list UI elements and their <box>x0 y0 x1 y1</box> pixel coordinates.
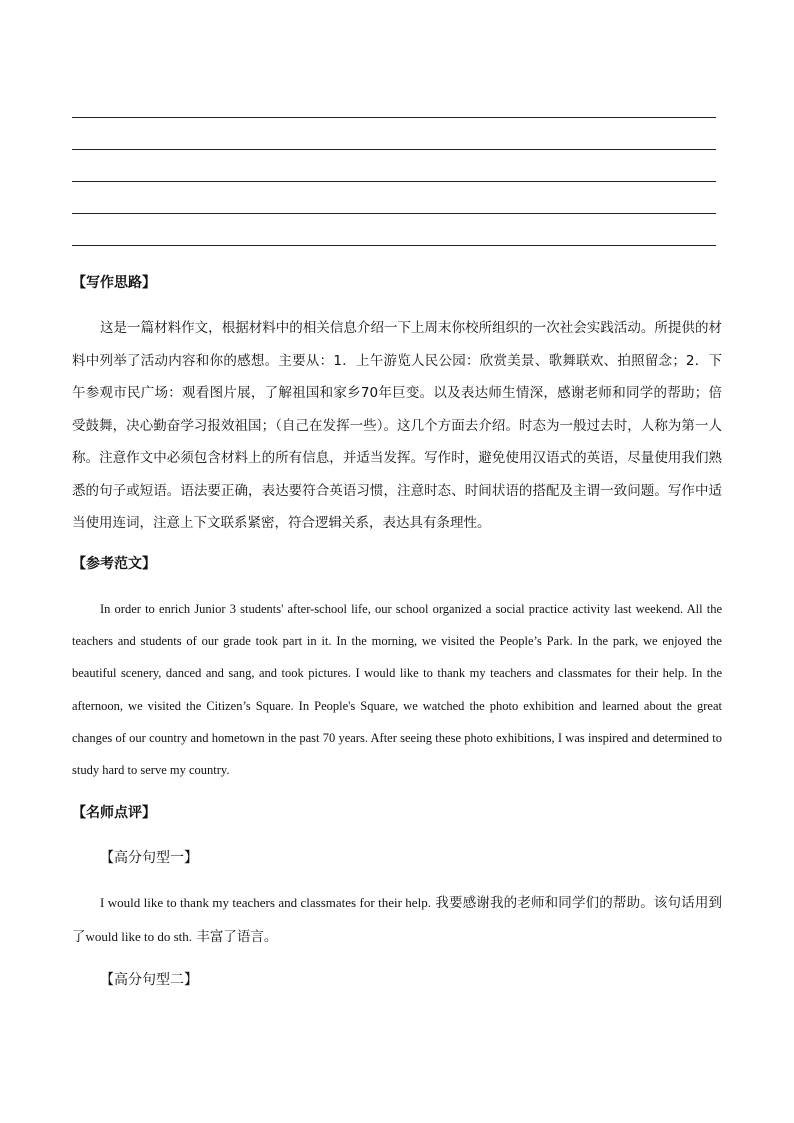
section-heading-sample: 【参考范文】 <box>72 556 156 572</box>
writing-line <box>72 213 716 214</box>
writing-line <box>72 117 716 118</box>
writing-line <box>72 181 716 182</box>
pattern-one-sentence-zh: 我要感谢我的老师和同学们的帮助。该句话用到了 <box>72 895 723 945</box>
section-heading-thinking: 【写作思路】 <box>72 275 156 291</box>
pattern-one-phrase: would like to do sth. <box>85 929 193 944</box>
section-heading-review: 【名师点评】 <box>72 805 156 821</box>
pattern-one-tail: 丰富了语言。 <box>196 929 278 945</box>
pattern-one-sentence-en: I would like to thank my teachers and classmates for their help. <box>100 895 431 910</box>
thinking-paragraph: 这是一篇材料作文，根据材料中的相关信息介绍一下上周末你校所组织的一次社会实践活动。所提供的材料中列举了活动内容和你的感想。主要从：1．上午游览人民公园：欣赏美景、歌舞联欢、拍照留念；2．下午参观市民广场：观看图片展，了解祖国和家乡70年巨变。以及表达师生情深，感谢老师和同学的帮助；倍受鼓舞，决心勤奋学习报效祖国；（自己在发挥一些）。这几个方面去介绍。时态为一般过去时，人称为第一人称。注意作文中必须包含材料上的所有信息，并适当发挥。写作时，避免使用汉语式的英语，尽量使用我们熟悉的句子或短语。语法要正确，表达要符合英语习惯，注意时态、时间状语的搭配及主谓一致问题。写作中适当使用连词，注意上下文联系紧密，符合逻辑关系，表达具有条理性。 <box>72 320 722 531</box>
pattern-two-label: 【高分句型二】 <box>100 972 198 988</box>
writing-line <box>72 149 716 150</box>
sample-essay-paragraph: In order to enrich Junior 3 students' after-school life, our school organized a social practice activity last weekend. All the teachers and students of our grade took part in it. In the morning, we visited the People’s Park. In the park, we enjoyed the beautiful scenery, danced and sang, and took pictures. I would like to thank my teachers and classmates for their help. In the afternoon, we visited the Citizen’s Square. In People's Square, we watched the photo exhibition and learned about the great changes of our country and hometown in the past 70 years. After seeing these photo exhibitions, I was inspired and determined to study hard to serve my country. <box>72 602 722 778</box>
writing-line <box>72 245 716 246</box>
pattern-one-paragraph <box>72 886 722 954</box>
pattern-one-label: 【高分句型一】 <box>100 850 198 866</box>
